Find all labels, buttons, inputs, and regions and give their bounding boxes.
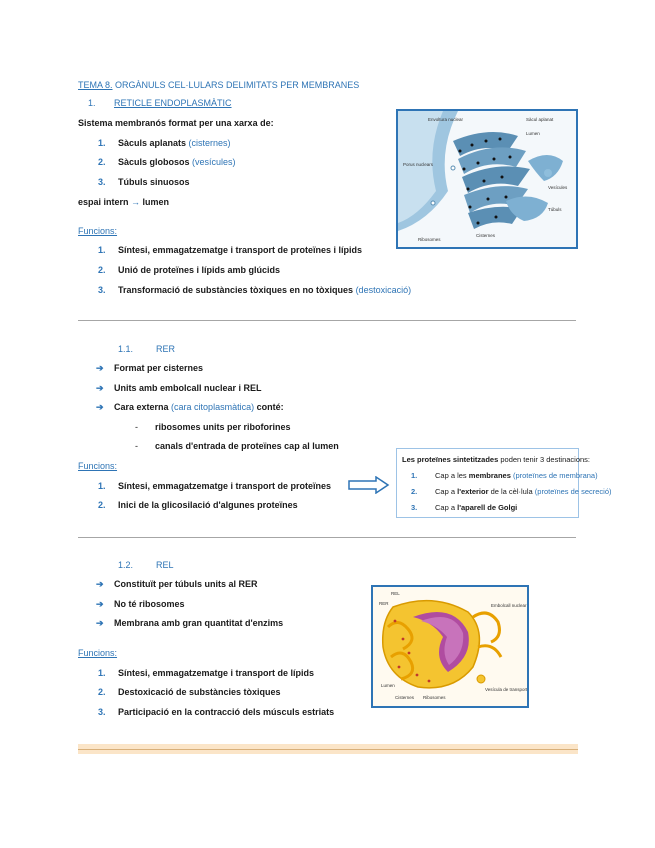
arrow-item: ➔ Membrana amb gran quantitat d'enzims — [96, 618, 284, 628]
footer-line — [78, 749, 578, 750]
dash-item: - canals d'entrada de proteïnes cap al lumen — [135, 441, 339, 451]
function-item: 1. Síntesi, emmagatzematge i transport de lípids — [98, 668, 315, 678]
arrow-item: ➔ Format per cisternes — [96, 363, 204, 373]
arrow-item: ➔ No té ribosomes — [96, 599, 185, 609]
function-item: 3. Transformació de substàncies tòxiques en no tòxiques (destoxicació) — [98, 285, 412, 295]
rel-diagram-image — [371, 585, 529, 708]
arrow-icon: ➔ — [96, 599, 104, 609]
section-number: 1. — [88, 98, 96, 108]
topic-label: TEMA 8. — [78, 80, 113, 90]
lumen-line: espai intern → lumen — [78, 197, 170, 207]
svg-text:Lumen: Lumen — [526, 131, 540, 136]
functions-label: Funcions: — [78, 226, 118, 236]
intro-text: Sistema membranós format per una xarxa de: — [78, 118, 274, 128]
function-item: 2. Unió de proteïnes i lípids amb glúcids — [98, 265, 281, 275]
arrow-item: ➔ Constituït per túbuls units al RER — [96, 579, 258, 589]
function-item: 2. Inici de la glicosilació d'algunes proteïnes — [98, 500, 298, 510]
callout-item: 1. Cap a les membranes (proteïnes de membrana) — [411, 471, 598, 480]
svg-text:Túbuls: Túbuls — [548, 207, 562, 212]
subsection-heading-rel: 1.2. REL — [118, 560, 174, 570]
callout-item: 3. Cap a l'aparell de Golgi — [411, 503, 518, 512]
svg-text:Embolcall nuclear: Embolcall nuclear — [491, 603, 527, 608]
document-title — [78, 80, 359, 90]
svg-text:Sàcul aplanat: Sàcul aplanat — [526, 117, 554, 122]
subsection-heading-rer: 1.1. RER — [118, 344, 176, 354]
svg-text:Cisternes: Cisternes — [395, 695, 415, 700]
svg-text:Vesícules: Vesícules — [548, 185, 568, 190]
svg-text:Cisternes: Cisternes — [476, 233, 496, 238]
arrow-icon: ➔ — [96, 383, 104, 393]
arrow-icon: ➔ — [96, 579, 104, 589]
rel-illustration — [373, 587, 527, 706]
function-item: 3. Participació en la contracció dels músculs estriats — [98, 707, 335, 717]
svg-text:Envoltura nuclear: Envoltura nuclear — [428, 117, 464, 122]
functions-label: Funcions: — [78, 648, 118, 658]
callout-item: 2. Cap a l'exterior de la cèl·lula (proteïnes de secreció) — [411, 487, 612, 496]
section-title: RETICLE ENDOPLASMÀTIC — [114, 98, 232, 108]
dash-item: - ribosomes units per riboforines — [135, 422, 291, 432]
topic-title: ORGÀNULS CEL·LULARS DELIMITATS PER MEMBRANES — [112, 80, 360, 90]
er-illustration — [398, 111, 576, 247]
section-heading-re — [88, 98, 232, 108]
er-diagram-image — [396, 109, 578, 249]
footer-bar — [78, 744, 578, 754]
section-divider — [78, 537, 576, 538]
section-divider — [78, 320, 576, 321]
functions-label: Funcions: — [78, 461, 118, 471]
svg-text:Porus nuclears: Porus nuclears — [403, 162, 434, 167]
svg-text:Vesícula de transport: Vesícula de transport — [485, 687, 527, 692]
svg-text:REL: REL — [391, 591, 400, 596]
arrow-icon: ➔ — [96, 363, 104, 373]
svg-text:Ribosomes: Ribosomes — [418, 237, 441, 242]
arrow-icon: ➔ — [96, 402, 104, 412]
arrow-icon: ➔ — [96, 618, 104, 628]
arrow-item: ➔ Units amb embolcall nuclear i REL — [96, 383, 262, 393]
block-arrow-icon — [348, 476, 390, 494]
function-item: 1. Síntesi, emmagatzematge i transport de proteïnes — [98, 481, 332, 491]
list-item: 1. Sàculs aplanats (cisternes) — [98, 138, 231, 148]
arrow-item: ➔ Cara externa (cara citoplasmàtica) conté: — [96, 402, 284, 412]
list-item: 2. Sàculs globosos (vesícules) — [98, 157, 236, 167]
function-item: 2. Destoxicació de substàncies tòxiques — [98, 687, 281, 697]
svg-text:Lumen: Lumen — [381, 683, 395, 688]
function-item: 1. Síntesi, emmagatzematge i transport de proteïnes i lípids — [98, 245, 363, 255]
protein-destinations-callout — [396, 448, 612, 518]
svg-text:RER: RER — [379, 601, 389, 606]
svg-text:Ribosomes: Ribosomes — [423, 695, 446, 700]
callout-intro: Les proteïnes sintetitzades poden tenir 3 destinacions: — [402, 455, 591, 464]
list-item: 3. Túbuls sinuosos — [98, 177, 190, 187]
